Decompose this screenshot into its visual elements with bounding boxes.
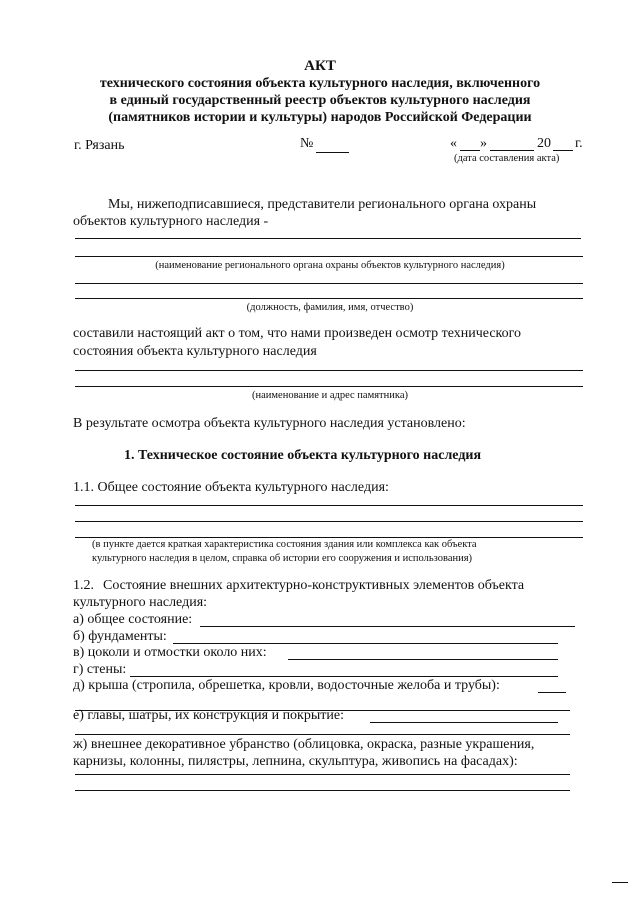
item-1-2-number: 1.2. bbox=[73, 578, 94, 593]
general-state-field-1[interactable] bbox=[75, 505, 583, 506]
general-state-field-3[interactable] bbox=[75, 537, 583, 538]
person-field-1[interactable] bbox=[75, 283, 583, 284]
title-line-3: (памятников истории и культуры) народов Российской Федерации bbox=[108, 110, 532, 125]
section-1-heading: 1. Техническое состояние объекта культурного наследия bbox=[124, 448, 482, 463]
person-field-2[interactable] bbox=[75, 298, 583, 299]
number-label: № bbox=[300, 136, 314, 151]
monument-field-1[interactable] bbox=[75, 370, 583, 371]
result-line: В результате осмотра объекта культурного наследия установлено: bbox=[73, 416, 466, 431]
date-close-quote: » bbox=[480, 136, 487, 151]
item-e: е) главы, шатры, их конструкция и покрытие: bbox=[73, 708, 344, 723]
date-day-field[interactable] bbox=[460, 150, 480, 151]
item-v-field[interactable] bbox=[288, 659, 558, 660]
item-d-field-1[interactable] bbox=[538, 692, 566, 693]
number-field[interactable] bbox=[316, 152, 349, 153]
date-caption: (дата составления акта) bbox=[454, 153, 560, 164]
org-name-caption: (наименование регионального органа охраны объектов культурного наследия) bbox=[155, 260, 505, 271]
monument-caption: (наименование и адрес памятника) bbox=[252, 390, 408, 401]
city-label: г. Рязань bbox=[74, 138, 125, 153]
item-1-1: 1.1. Общее состояние объекта культурного наследия: bbox=[73, 480, 389, 495]
item-g-field[interactable] bbox=[130, 676, 558, 677]
intro-line-1: Мы, нижеподписавшиеся, представители регионального органа охраны bbox=[108, 197, 537, 212]
title-line-2: в единый государственный реестр объектов культурного наследия bbox=[109, 93, 531, 108]
act-title: АКТ bbox=[304, 58, 336, 74]
item-e-field-2[interactable] bbox=[75, 734, 570, 735]
item-1-2-line-2: культурного наследия: bbox=[73, 595, 208, 610]
person-caption: (должность, фамилия, имя, отчество) bbox=[246, 302, 414, 313]
item-1-2-line-1: Состояние внешних архитектурно-конструктивных элементов объекта bbox=[103, 578, 525, 593]
year-prefix: 20 bbox=[537, 136, 551, 151]
item-zh-field-2[interactable] bbox=[75, 790, 570, 791]
item-v: в) цоколи и отмостки около них: bbox=[73, 645, 267, 660]
item-zh-line-2: карнизы, колонны, пилястры, лепнина, скульптура, живопись на фасадах): bbox=[73, 754, 518, 769]
intro-line-2: объектов культурного наследия - bbox=[73, 214, 269, 229]
item-a-field[interactable] bbox=[200, 626, 575, 627]
item-g: г) стены: bbox=[73, 662, 127, 677]
date-open-quote: « bbox=[450, 136, 457, 151]
item-b: б) фундаменты: bbox=[73, 629, 167, 644]
item-zh-line-1: ж) внешнее декоративное убранство (облицовка, окраска, разные украшения, bbox=[73, 737, 535, 752]
date-year-field[interactable] bbox=[553, 150, 573, 151]
item-d: д) крыша (стропила, обрешетка, кровли, водосточные желоба и трубы): bbox=[73, 678, 500, 693]
item-a: а) общее состояние: bbox=[73, 612, 193, 627]
org-name-field-1[interactable] bbox=[75, 238, 581, 239]
date-month-field[interactable] bbox=[490, 150, 534, 151]
statement-line-2: состояния объекта культурного наследия bbox=[73, 344, 317, 359]
general-state-caption-2: культурного наследия в целом, справка об истории его сооружения и использования) bbox=[92, 553, 473, 564]
org-name-field-2[interactable] bbox=[75, 256, 583, 257]
item-e-field-1[interactable] bbox=[370, 722, 558, 723]
statement-line-1: составили настоящий акт о том, что нами произведен осмотр технического bbox=[73, 326, 522, 341]
item-b-field[interactable] bbox=[173, 643, 558, 644]
year-suffix: г. bbox=[575, 136, 583, 151]
page-edge-mark bbox=[612, 882, 628, 883]
general-state-field-2[interactable] bbox=[75, 521, 583, 522]
monument-field-2[interactable] bbox=[75, 386, 583, 387]
general-state-caption-1: (в пункте дается краткая характеристика состояния здания или комплекса как объекта bbox=[92, 539, 477, 550]
item-zh-field-1[interactable] bbox=[75, 774, 570, 775]
title-line-1: технического состояния объекта культурного наследия, включенного bbox=[99, 76, 541, 91]
